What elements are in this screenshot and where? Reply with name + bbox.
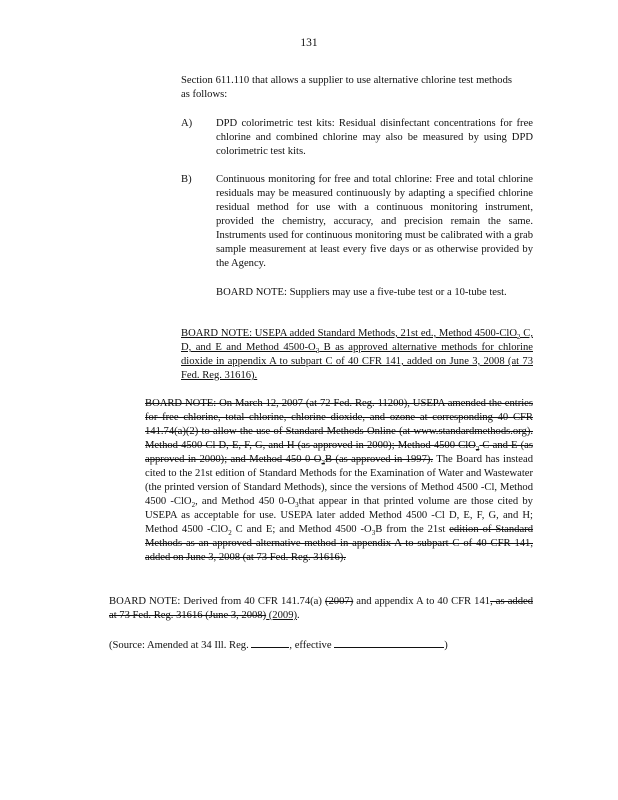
struck-text-end: edition of Standard Methods as an approved alternative method in appendix A to subpart C of 40 CFR 141, added on June 3, 2008 (at 73 Fed. Reg. 31616). [145,524,534,563]
normal-text-part2: , and Method 450 0-O [195,496,296,507]
derived-text-part2: and appendix A to 40 CFR 141 [353,596,491,607]
normal-sub2: 3 [295,501,299,510]
board-note-added-part1: BOARD NOTE: USEPA added Standard Methods, 21st ed., Method 4500-ClO [181,328,518,339]
item-b-label: B) [181,174,192,185]
derived-text-part1: BOARD NOTE: Derived from 40 CFR 141.74(a) [109,596,325,607]
board-note-added-part3: B as approved alternative methods for chlorine dioxide in appendix A to subpart C of 40 CFR 141, added on June 3, 2008 (at 73 Fed. Reg. 31616). [181,342,533,381]
source-prefix: (Source: Amended at 34 Ill. Reg. [109,640,249,651]
item-a-text: DPD colorimetric test kits: Residual disinfectant concentrations for free chlorine and combined chlorine may also be measured by using DPD colorimetric test kits. [216,118,533,157]
intro-paragraph: Section 611.110 that allows a supplier to use alternative chlorine test methods as follows: [181,75,512,100]
struck-sub2: 3 [321,459,325,468]
item-b-text: Continuous monitoring for free and total chlorine: Free and total chlorine residuals may be measured continuously by adapting a specified chlorine residual method for use with a continuous monitoring instrument, provided the chemistry, accuracy, and precision remain the same. Instruments used for continuous monitoring must be calibrated with a grab sample measurement at least every five days or as otherwise provided by the Agency. [216,174,533,269]
derived-struck-year: (2007) [324,596,354,607]
normal-text-part5: B from the 21st [375,524,450,535]
normal-sub4: 3 [371,529,376,538]
board-note-added-sub1: 2 [517,333,521,342]
struck-text-part2: C and E (as approved in 2000); and Method 450 0-O [145,440,533,465]
board-note-added-part2: C, D, and E and Method 4500-O [181,328,533,353]
source-suffix: ) [444,640,448,651]
struck-sub1: 2 [475,445,480,454]
normal-sub1: 2 [191,501,196,510]
struck-text-part3: B (as approved in 1997). [324,454,434,465]
board-note-test-tubes: BOARD NOTE: Suppliers may use a five-tube test or a 10-tube test. [216,287,507,298]
normal-text-part3: that appear in that printed volume are those cited by USEPA as acceptable for use. USEPA later added Method 4500 -Cl D, E, F, G, and H; Method 4500 -ClO [145,496,533,535]
normal-sub3: 2 [228,529,232,538]
board-note-derived [109,595,533,623]
derived-text-end: . [297,610,300,621]
board-note-usepa-added [181,327,533,383]
normal-text-part4: C and E; and Method 4500 -O [231,524,372,535]
page-number: 131 [300,37,318,49]
derived-struck-citation: , as added at 73 Fed. Reg. 31616 (June 3, 2008) [109,596,533,621]
source-effective: , effective [289,640,332,651]
normal-text-part1: The Board has instead cited to the 21st edition of Standard Methods for the Examination of Water and Wastewater (the printed version of Standard Methods), since the versions of Method 4500 -Cl, Method 4500 -ClO [145,454,534,507]
item-a-label: A) [181,118,193,129]
effective-date-blank [334,637,444,648]
source-line [109,637,539,653]
board-note-standard-methods [145,397,533,565]
struck-text-part1: BOARD NOTE: On March 12, 2007 (at 72 Fed. Reg. 11200), USEPA amended the entries for free chlorine, total chlorine, chlorine dioxide, and ozone at corresponding 40 CFR 141.74(a)(2) to allow the use of Standard Methods Online (at www.standardmethods.org). Method 4500 Cl D, E, F, G, and H (as approved in 2000); Method 4500 ClO [145,398,533,451]
board-note-added-sub2: 3 [315,347,320,356]
register-page-blank [251,637,289,648]
derived-added-year: (2009) [266,610,298,621]
